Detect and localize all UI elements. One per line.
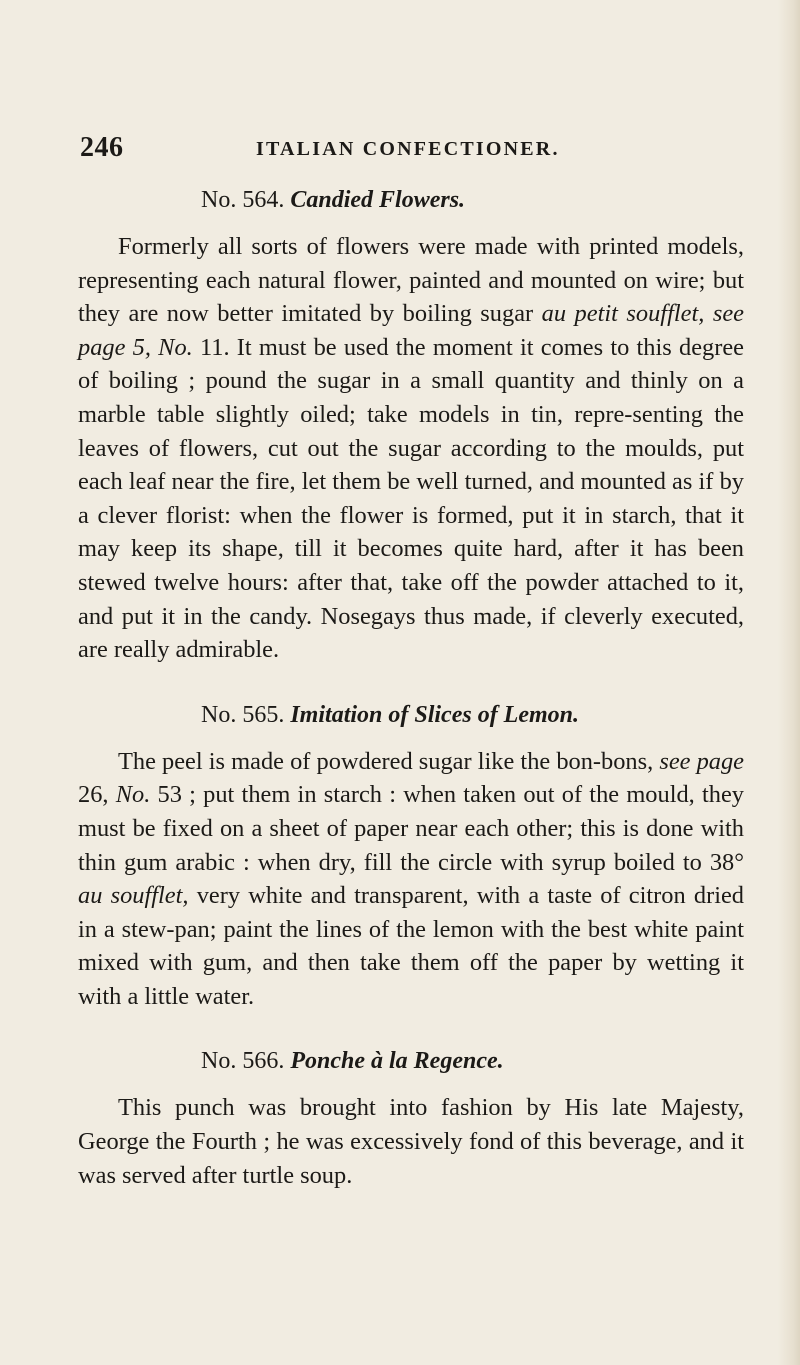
text-run: Formerly all sorts of flowers were made with printed models, representing each natural flower, painted and mounted on wire; but they are now better imitated by boiling sugar — [78, 233, 744, 328]
recipe-title: Candied Flowers. — [290, 187, 466, 213]
recipe-number: No. 565. — [201, 701, 285, 728]
recipe-title: Imitation of Slices of Lemon. — [290, 701, 580, 728]
recipe-paragraph-565 — [78, 745, 744, 1014]
recipe-paragraph-564 — [78, 230, 744, 667]
recipe-heading-564 — [78, 182, 744, 218]
recipe-number: No. 566. — [201, 1048, 285, 1075]
running-head: ITALIAN CONFECTIONER. — [256, 138, 560, 160]
page-edge-shadow — [778, 0, 800, 1365]
italic-run: No. — [115, 781, 151, 809]
recipe-heading-565 — [78, 697, 744, 733]
page-header — [80, 132, 740, 166]
italic-run: see page — [659, 747, 744, 775]
text-run: 11. It must be used the moment it comes to this degree of boiling ; pound the sugar in a small quantity and thinly on a marble table slightly oiled; take models in tin, repre-senting the leaves of flowers, cut out the sugar according to the moulds, put each leaf near the fire, let them be well turned, and mounted as if by a clever florist: when the flower is formed, put it in starch, that it may keep its shape, till it becomes quite hard, after it has been stewed twelve hours: after that, take off the powder attached to it, and put it in the candy. Nosegays thus made, if cleverly executed, are really admirable. — [78, 333, 744, 664]
text-run: 53 ; put them in starch : when taken out of the mould, they must be fixed on a sheet of paper near each other; this is done with thin gum arabic : when dry, fill the circle with syrup boiled to 38° — [78, 781, 744, 876]
text-run: very white and transparent, with a taste of citron dried in a stew-pan; paint the lines of the lemon with the best white paint mixed with gum, and then take them off the paper by wetting it with a little water. — [78, 882, 744, 1010]
italic-run: au petit soufflet, see page 5, No. — [78, 300, 744, 361]
italic-run: au soufflet, — [78, 882, 189, 910]
page-number: 246 — [80, 132, 124, 163]
recipe-number: No. 564. — [201, 187, 285, 213]
text-run: The peel is made of powdered sugar like the bon-bons, — [118, 747, 660, 775]
recipe-title: Ponche à la Regence. — [290, 1048, 504, 1075]
recipe-heading-566 — [78, 1043, 744, 1079]
text-run: 26, — [78, 781, 116, 809]
recipe-paragraph-566 — [78, 1091, 744, 1192]
body-text — [78, 182, 744, 1192]
text-run: This punch was brought into fashion by His late Majesty, George the Fourth ; he was excessively fond of this beverage, and it was served after turtle soup. — [78, 1094, 744, 1189]
